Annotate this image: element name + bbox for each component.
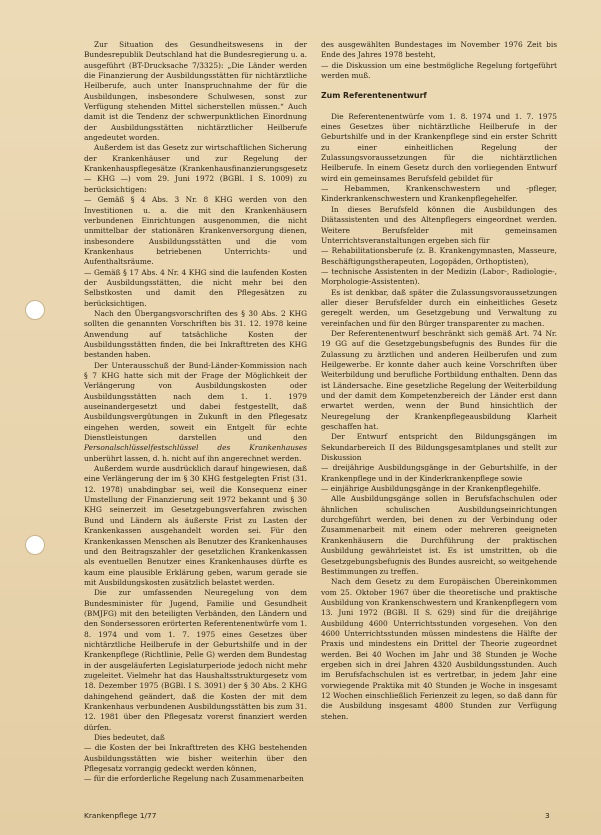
list-item: — dreijährige Ausbildungsgänge in der Geburtshilfe, in der Krankenpflege und in der Kinderkrankenpflege sowie (321, 463, 557, 483)
paragraph: Nach dem Gesetz zu dem Europäischen Übereinkommen vom 25. Oktober 1967 über die theoretische und praktische Ausbildung von Krankenschwestern und Krankenpflegern vom 13. Juni 1972 (BGBl. II S. 629) sind für die dreijährige Ausbildung 4600 Unterrichtsstunden vorgesehen. Von den 4600 Unterrichtsstunden müssen mindestens die Hälfte der Praxis und mindestens ein Drittel der Theorie zugeordnet werden. Bei 40 Wochen im Jahr und 38 Stunden je Woche ergeben sich in drei Jahren 4320 Ausbildungsstunden. Auch im Berufsfachschulen ist es vertretbar, in jedem Jahr eine vorwiegende Praktika mit 40 Stunden je Woche in insgesamt 12 Wochen einschließlich Ferienzeit zu legen, so daß dann für die Ausbildung insgesamt 4800 Stunden zur Verfügung stehen. (321, 577, 557, 721)
left-column (84, 40, 307, 785)
paragraph: Es ist denkbar, daß später die Zulassungsvoraussetzungen aller dieser Berufsfelder durch ein einheitliches Gesetz geregelt werden, um Gesetzgebung und Verwaltung zu vereinfachen und für den Bürger transparenter zu machen. (321, 287, 557, 328)
paragraph: Zur Situation des Gesundheitswesens in der Bundesrepublik Deutschland hat die Bundesregierung u. a. ausgeführt (BT-Drucksache 7/3325): „Die Länder werden die Finanzierung der Ausbildungsstätten für nichtärztliche Heilberufe, auch unter Inanspruchnahme der für die Ausbildungen, insbesondere Schulwesen, sonst zur Verfügung stehenden Mittel sicherstellen müssen.“ Auch damit ist die Tendenz der schwerpunktlichen Einordnung der Ausbildungsstätten nichtärztlicher Heilberufe angedeutet worden. (84, 40, 307, 143)
list-item: — Rehabilitationsberufe (z. B. Krankengymnasten, Masseure, Beschäftigungstherapeuten, Logopäden, Orthoptisten), (321, 246, 557, 266)
list-item: — für die erforderliche Regelung nach Zusammenarbeiten (84, 774, 304, 784)
list-item: — Gemäß § 4 Abs. 3 Nr. 8 KHG werden von den Investitionen u. a. die mit den Krankenhäusern verbundenen Einrichtungen ausgenommen, die nicht unmittelbar der stationären Krankenversorgung dienen, insbesondere Ausbildungsstätten und die vom Krankenhaus betriebenen Unterrichts- und Aufenthaltsräume. (84, 195, 307, 267)
right-column (321, 40, 557, 722)
paragraph: Die Referentenentwürfe vom 1. 8. 1974 und 1. 7. 1975 eines Gesetzes über nichtärztliche Heilberufe in der Geburtshilfe und in der Krankenpflege sind ein erster Schritt zu einer einheitlichen Regelung der Zulassungsvoraussetzungen für die nichtärztlichen Heilberufe. In einem Gesetz durch den vorliegenden Entwurf wird ein gemeinsames Berufsfeld gebildet für (321, 111, 557, 183)
paragraph: Der Entwurf entspricht den Bildungsgängen im Sekundarbereich II des Bildungsgesamtplanes und stellt zur Diskussion (321, 432, 557, 463)
punch-hole (25, 535, 45, 555)
list-item: — einjährige Ausbildungsgänge in der Krankenpflegehilfe. (321, 484, 541, 494)
paragraph: Der Referentenentwurf beschränkt sich gemäß Art. 74 Nr. 19 GG auf die Gesetzgebungsbefugnis des Bundes für die Zulassung zu ärztlichen und anderen Heilberufen und zum Heilgewerbe. Er konnte daher auch keine Vorschriften über Weiterbildung und berufliche Fortbildung enthalten. Denn das ist Ländersache. Eine gesetzliche Regelung der Weiterbildung und der damit dem Kompetenzbereich der Länder erst dann erwartet werden, wenn der Bund hinsichtlich der Neuregelung der Krankenpflegeausbildung Klarheit geschaffen hat. (321, 328, 557, 432)
punch-hole (25, 300, 45, 320)
paragraph: Dies bedeutet, daß (94, 733, 165, 743)
paragraph: Außerdem ist das Gesetz zur wirtschaftlichen Sicherung der Krankenhäuser und zur Regelung der Krankenhauspflegesätze (Krankenhausfinanzierungsgesetz — KHG —) vom 29. Juni 1972 (BGBl. I S. 1009) zu berücksichtigen: (84, 143, 307, 194)
section-heading: Zum Referentenentwurf (321, 91, 427, 101)
list-item: — Hebammen, Krankenschwestern und -pfleger, Kinderkrankenschwestern und Krankenpflegehelfer. (321, 184, 557, 204)
right-column-continuation (321, 40, 557, 81)
paragraph: des ausgewählten Bundestages im November 1976 Zeit bis Ende des Jahres 1978 besteht, (321, 40, 557, 60)
list-item: — Gemäß § 17 Abs. 4 Nr. 4 KHG sind die laufenden Kosten der Ausbildungsstätten, die nicht mehr bei den Selbstkosten und damit den Pflegesätzen zu berücksichtigen. (84, 267, 307, 308)
list-item: — die Kosten der bei Inkrafttreten des KHG bestehenden Ausbildungsstätten wie bisher weiterhin über den Pflegesatz vorrangig gedeckt werden können, (84, 743, 307, 774)
paragraph: Die zur umfassenden Neuregelung von dem Bundesminister für Jugend, Familie und Gesundheit (BMJFG) mit den beteiligten Verbänden, den Ländern und den Sondersessoren erörterten Referentenentwürfe vom 1. 8. 1974 und vom 1. 7. 1975 eines Gesetzes über nichtärztliche Heilberufe in der Geburtshilfe und in der Krankenpflege (Richtlinie, Pelle G) werden dem Bundestag in der ausgeläuferten Legislaturperiode jedoch nicht mehr zugeleitet. Vielmehr hat das Haushaltsstrukturgesetz vom 18. Dezember 1975 (BGBl. I S. 3091) der § 30 Abs. 2 KHG dahingehend geändert, daß die Kosten der mit dem Krankenhaus verbundenen Ausbildungsstätten bis zum 31. 12. 1981 über den Pflegesatz vorerst finanziert werden dürfen. (84, 588, 307, 732)
paragraph: In dieses Berufsfeld können die Ausbildungen des Diätassistenten und des Altenpflegers eingeordnet werden. Weitere Berufsfelder mit gemeinsamen Unterrichtsveranstaltungen ergeben sich für (321, 204, 557, 245)
paragraph: Außerdem wurde ausdrücklich darauf hingewiesen, daß eine Verlängerung der im § 30 KHG festgelegten Frist (31. 12. 1978) unabdingbar sei, weil die Konsequenz einer Umstellung der Finanzierung seit 1972 bekannt und § 30 KHG seinerzeit im Gesetzgebungsverfahren zwischen Bund und Ländern als äußerste Frist zu Lasten der Krankenkassen ausgehandelt worden sei. Für den Krankenkassen Menschen als Benutzer des Krankenhauses und den Beitragszahler der gesetzlichen Krankenkassen als eventuellen Benutzer eines Krankenhauses dürfte es kaum eine plausible Erklärung geben, warum gerade sie mit Ausbildungskosten zusätzlich belastet werden. (84, 464, 307, 587)
paragraph: Nach den Übergangsvorschriften des § 30 Abs. 2 KHG sollten die genannten Vorschriften bis 31. 12. 1978 keine Anwendung auf tatsächliche Kosten der Ausbildungsstätten finden, die bei Inkrafttreten des KHG bestanden haben. (84, 308, 307, 360)
paragraph: Der Unterausschuß der Bund-Länder-Kommission nach § 7 KHG hatte sich mit der Frage der Möglichkeit der Verlängerung von Ausbildungskosten oder Ausbildungsstätten nach dem 1. 1. 1979 auseinandergesetzt und dabei festgestellt, daß Ausbildungsvergütungen in Zukunft in den Pflegesatz eingehen werden, soweit ein Entgelt für echte Dienstleistungen darstellen und den Personalschlüsselfestschlüssel des Krankenhauses unberührt lassen, d. h. nicht auf ihn angerechnet werden. (84, 360, 307, 463)
paragraph: Alle Ausbildungsgänge sollen in Berufsfachschulen oder ähnlichen schulischen Ausbildungseinrichtungen durchgeführt werden, bei denen zu der Verbindung oder Zusammenarbeit mit einem oder mehreren geeigneten Krankenhäusern die Durchführung der praktischen Ausbildung gewährleistet ist. Es ist umstritten, ob die Gesetzgebungsbefugnis des Bundes ausreicht, so weitgehende Bestimmungen zu treffen. (321, 494, 557, 576)
list-item: — die Diskussion um eine bestmögliche Regelung fortgeführt werden muß. (321, 60, 557, 81)
page-number: 3 (545, 811, 550, 820)
footer-journal: Krankenpflege 1/77 (84, 811, 157, 820)
list-item: — technische Assistenten in der Medizin (Labor-, Radiologie-, Morphologie-Assistenten). (321, 266, 557, 287)
right-column-body (321, 112, 557, 722)
